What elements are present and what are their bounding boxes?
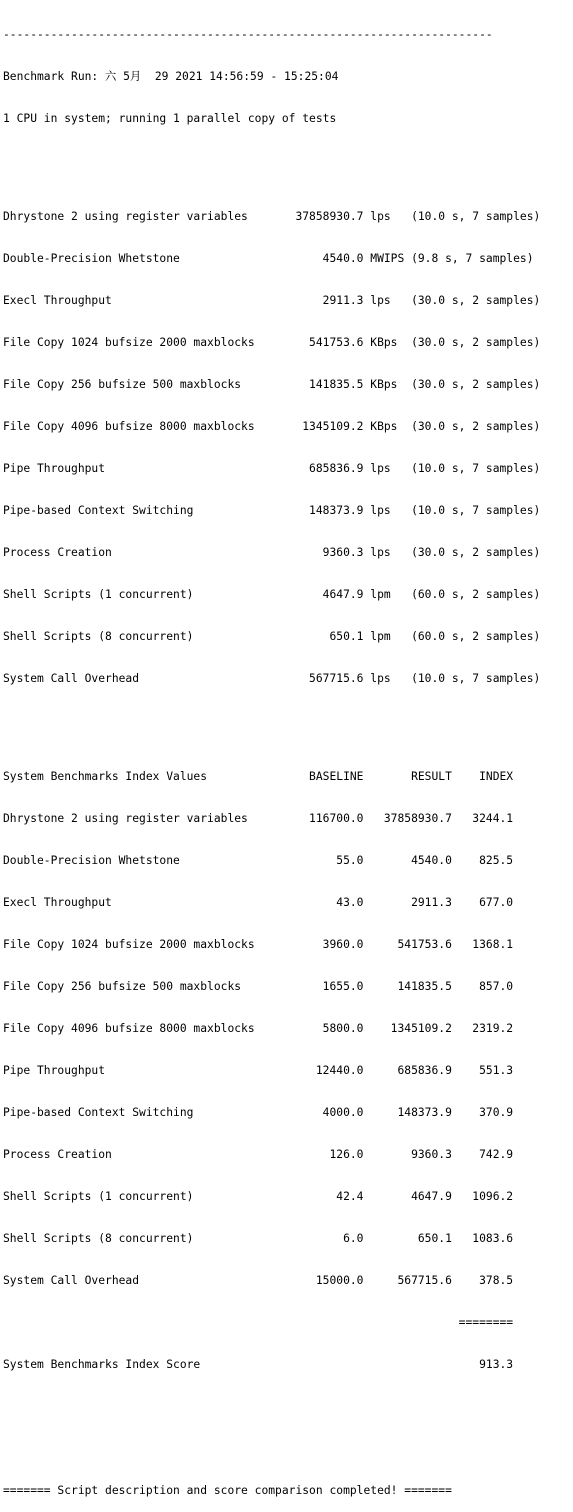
index-row: Execl Throughput 43.0 2911.3 677.0 xyxy=(3,896,514,909)
index-row: File Copy 4096 bufsize 8000 maxblocks 5800.0 1345109.2 2319.2 xyxy=(3,1022,514,1035)
index-row: Double-Precision Whetstone 55.0 4540.0 825.5 xyxy=(3,854,514,867)
score-rule: ======== xyxy=(3,1316,514,1329)
index-row: Dhrystone 2 using register variables 116700.0 37858930.7 3244.1 xyxy=(3,812,514,825)
result-row: System Call Overhead 567715.6 lps (10.0 s, 7 samples) xyxy=(3,672,541,685)
blank-line xyxy=(3,154,571,168)
result-row: Pipe Throughput 685836.9 lps (10.0 s, 7 samples) xyxy=(3,462,541,475)
blank-space xyxy=(3,1414,571,1456)
top-rule: ------------------------------------------------------------------------ xyxy=(3,28,493,41)
index-row: File Copy 1024 bufsize 2000 maxblocks 3960.0 541753.6 1368.1 xyxy=(3,938,514,951)
index-score-line: System Benchmarks Index Score 913.3 xyxy=(3,1358,514,1371)
result-row: File Copy 256 bufsize 500 maxblocks 141835.5 KBps (30.0 s, 2 samples) xyxy=(3,378,541,391)
result-row: File Copy 1024 bufsize 2000 maxblocks 541753.6 KBps (30.0 s, 2 samples) xyxy=(3,336,541,349)
cpu-info-line: 1 CPU in system; running 1 parallel copy of tests xyxy=(3,112,337,125)
index-row: File Copy 256 bufsize 500 maxblocks 1655.0 141835.5 857.0 xyxy=(3,980,514,993)
index-row: Pipe-based Context Switching 4000.0 148373.9 370.9 xyxy=(3,1106,514,1119)
result-row: Dhrystone 2 using register variables 37858930.7 lps (10.0 s, 7 samples) xyxy=(3,210,541,223)
benchmark-run-line: Benchmark Run: 六 5月 29 2021 14:56:59 - 15:25:04 xyxy=(3,70,339,83)
result-row: Double-Precision Whetstone 4540.0 MWIPS (9.8 s, 7 samples) xyxy=(3,252,534,265)
index-row: Pipe Throughput 12440.0 685836.9 551.3 xyxy=(3,1064,514,1077)
index-row: Process Creation 126.0 9360.3 742.9 xyxy=(3,1148,514,1161)
result-row: File Copy 4096 bufsize 8000 maxblocks 1345109.2 KBps (30.0 s, 2 samples) xyxy=(3,420,541,433)
terminal-output xyxy=(3,0,571,1497)
result-row: Pipe-based Context Switching 148373.9 lps (10.0 s, 7 samples) xyxy=(3,504,541,517)
index-row: System Call Overhead 15000.0 567715.6 378.5 xyxy=(3,1274,514,1287)
index-row: Shell Scripts (1 concurrent) 42.4 4647.9 1096.2 xyxy=(3,1190,514,1203)
completion-footer: ======= Script description and score comparison completed! ======= xyxy=(3,1484,452,1497)
blank-line xyxy=(3,714,571,728)
index-table-header: System Benchmarks Index Values BASELINE RESULT INDEX xyxy=(3,770,514,783)
result-row: Process Creation 9360.3 lps (30.0 s, 2 samples) xyxy=(3,546,541,559)
result-row: Execl Throughput 2911.3 lps (30.0 s, 2 samples) xyxy=(3,294,541,307)
index-row: Shell Scripts (8 concurrent) 6.0 650.1 1083.6 xyxy=(3,1232,514,1245)
result-row: Shell Scripts (1 concurrent) 4647.9 lpm (60.0 s, 2 samples) xyxy=(3,588,541,601)
result-row: Shell Scripts (8 concurrent) 650.1 lpm (60.0 s, 2 samples) xyxy=(3,630,541,643)
